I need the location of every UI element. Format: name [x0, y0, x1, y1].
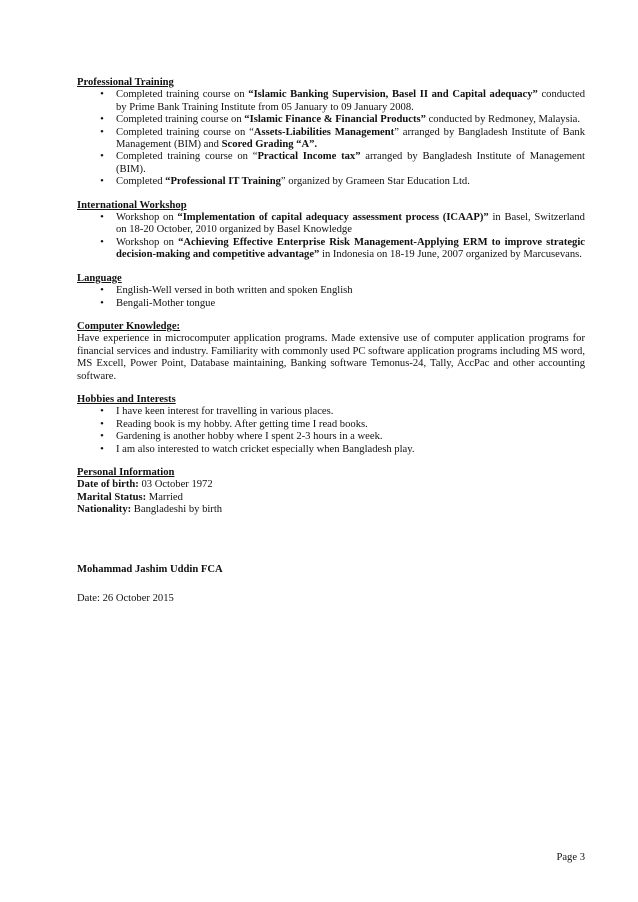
bullet-icon: •: [100, 114, 104, 126]
computer-heading: Computer Knowledge:: [77, 320, 181, 332]
bullet-icon: •: [100, 418, 104, 430]
training-heading: Professional Training: [77, 77, 174, 88]
marital-value: Married: [146, 491, 183, 503]
list-item: • Completed training course on “Islamic Finance & Financial Products” conducted by Redmoney, Malaysia.: [77, 114, 585, 126]
list-item: • Workshop on “Achieving Effective Enterprise Risk Management-Applying ERM to improve strategic decision-making and competitive advantage” in Indonesia on 18-19 June, 2007 organized by Marcusevans.: [77, 237, 585, 262]
workshop-heading: International Workshop: [77, 199, 187, 211]
training-list: [77, 89, 585, 188]
hobbies-list: [77, 406, 585, 456]
language-section: [77, 273, 585, 310]
bullet-icon: •: [100, 406, 104, 418]
nationality-label: Nationality:: [77, 504, 132, 516]
dob-label: Date of birth:: [77, 479, 139, 491]
bullet-icon: •: [100, 126, 104, 138]
marital-row: [77, 492, 585, 504]
hobbies-section: [77, 394, 585, 456]
list-item: • Completed training course on “Practical Income tax” arranged by Bangladesh Institute of Management (BIM).: [77, 151, 585, 176]
bullet-icon: •: [100, 151, 104, 163]
bullet-icon: •: [100, 212, 104, 224]
training-section: [77, 77, 585, 189]
list-item: • Completed training course on “Islamic Banking Supervision, Basel II and Capital adequacy” conducted by Prime Bank Training Institute from 05 January to 09 January 2008.: [77, 89, 585, 114]
bullet-icon: •: [100, 443, 104, 455]
list-item: • Bengali-Mother tongue: [77, 298, 585, 310]
list-item: • Workshop on “Implementation of capital adequacy assessment process (ICAAP)” in Basel, Switzerland on 18-20 October, 2010 organized by Basel Knowledge: [77, 212, 585, 237]
list-item: • Reading book is my hobby. After getting time I read books.: [77, 419, 585, 431]
signature-name: Mohammad Jashim Uddin FCA: [77, 563, 223, 575]
dob-row: [77, 479, 585, 491]
bullet-icon: •: [100, 236, 104, 248]
list-item: • I have keen interest for travelling in various places.: [77, 406, 585, 418]
list-item: • English-Well versed in both written and spoken English: [77, 285, 585, 297]
nationality-row: [77, 504, 585, 516]
bullet-icon: •: [100, 297, 104, 309]
resume-page: [77, 77, 585, 605]
bullet-icon: •: [100, 176, 104, 188]
computer-section: [77, 321, 585, 383]
document-date: Date: 26 October 2015: [77, 593, 174, 604]
bullet-icon: •: [100, 285, 104, 297]
bullet-icon: •: [100, 89, 104, 101]
dob-value: 03 October 1972: [138, 479, 213, 491]
list-item: • Completed training course on “Assets-Liabilities Management” arranged by Bangladesh Institute of Bank Management (BIM) and Scored Grading “A”.: [77, 127, 585, 152]
language-list: [77, 285, 585, 310]
list-item: • Gardening is another hobby where I spent 2-3 hours in a week.: [77, 431, 585, 443]
page-number: Page 3: [556, 852, 585, 863]
nationality-value: Bangladeshi by birth: [131, 504, 223, 516]
personal-section: [77, 467, 585, 517]
bullet-icon: •: [100, 431, 104, 443]
computer-text: Have experience in microcomputer application programs. Made extensive use of computer application programs for financial services and industry. Familiarity with commonly used PC software application programs including MS word, MS Excell, Power Point, Database maintaining, Banking software Temonus-24, Tally, AccPac and other accounting software.: [77, 333, 585, 382]
workshop-section: [77, 200, 585, 262]
marital-label: Marital Status:: [77, 491, 147, 503]
workshop-list: [77, 212, 585, 262]
language-heading: Language: [77, 272, 122, 284]
list-item: • I am also interested to watch cricket especially when Bangladesh play.: [77, 444, 585, 456]
list-item: • Completed “Professional IT Training” organized by Grameen Star Education Ltd.: [77, 176, 585, 188]
personal-heading: Personal Information: [77, 466, 175, 478]
hobbies-heading: Hobbies and Interests: [77, 393, 176, 405]
